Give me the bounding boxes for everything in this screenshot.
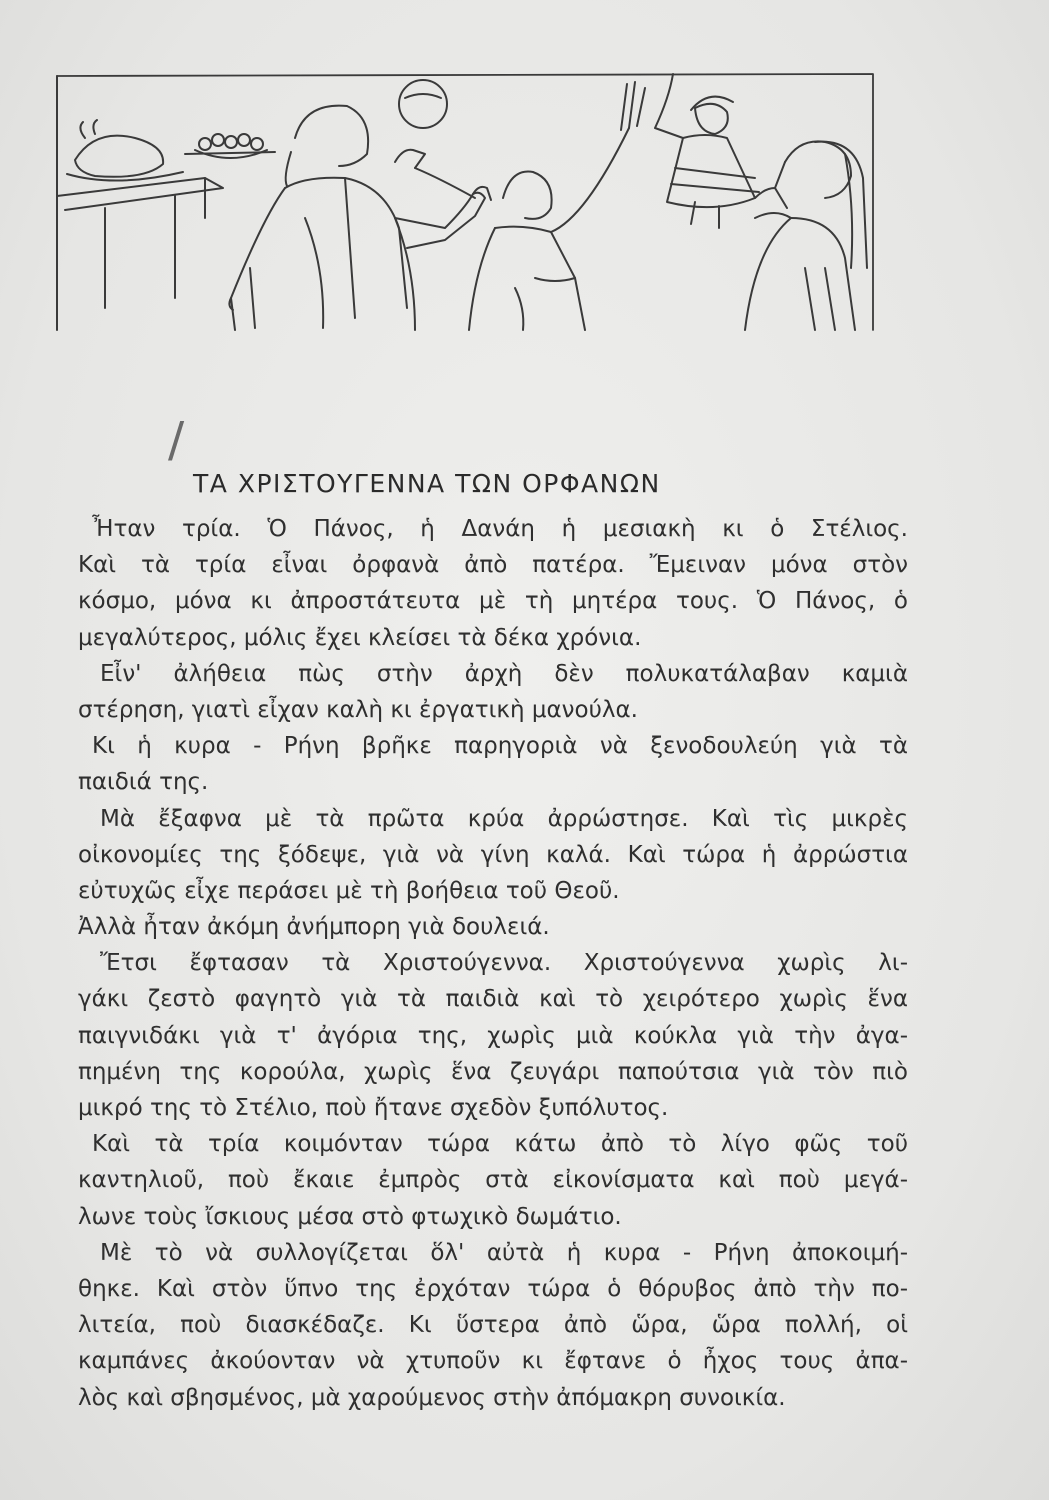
story-title: ΤΑ ΧΡΙΣΤΟΥΓΕΝΝΑ ΤΩΝ ΟΡΦΑΝΩΝ <box>193 468 661 498</box>
text-line: καμπάνες ἀκούονταν νὰ χτυποῦν κι ἔφτανε ὁ ἦχος τους ἀπα- <box>78 1348 908 1375</box>
text-line: μεγαλύτερος, μόλις ἔχει κλείσει τὰ δέκα χρόνια. <box>78 624 642 651</box>
text-line: στέρηση, γιατὶ εἶχαν καλὴ κι ἐργατικὴ μανούλα. <box>78 696 638 723</box>
text-line: Ἔτσι ἔφτασαν τὰ Χριστούγεννα. Χριστούγεννα χωρὶς λι- <box>100 950 908 977</box>
text-line: πημένη της κορούλα, χωρὶς ἕνα ζευγάρι παπούτσια γιὰ τὸν πιὸ <box>78 1058 908 1085</box>
text-line: καντηλιοῦ, ποὺ ἔκαιε ἐμπρὸς στὰ εἰκονίσματα καὶ ποὺ μεγά- <box>78 1167 908 1194</box>
text-line: Μὰ ἔξαφνα μὲ τὰ πρῶτα κρύα ἀρρώστησε. Καὶ τὶς μικρὲς <box>100 805 908 832</box>
text-line: γάκι ζεστὸ φαγητὸ γιὰ τὰ παιδιὰ καὶ τὸ χειρότερο χωρὶς ἕνα <box>78 986 908 1013</box>
text-line: οἰκονομίες της ξόδεψε, γιὰ νὰ γίνη καλά. Καὶ τώρα ἡ ἀρρώστια <box>78 841 908 868</box>
text-line: Καὶ τὰ τρία κοιμόνταν τώρα κάτω ἀπὸ τὸ λίγο φῶς τοῦ <box>92 1131 908 1158</box>
story-text <box>78 511 908 1416</box>
pencil-mark-icon: / <box>168 412 185 468</box>
text-line: Καὶ τὰ τρία εἶναι ὀρφανὰ ἀπὸ πατέρα. Ἔμειναν μόνα στὸν <box>78 552 908 579</box>
text-line: μικρό της τὸ Στέλιο, ποὺ ἤτανε σχεδὸν ξυπόλυτος. <box>78 1095 669 1121</box>
text-line: θηκε. Καὶ στὸν ὕπνο της ἐρχόταν τώρα ὁ θόρυβος ἀπὸ τὴν πο- <box>78 1275 908 1302</box>
text-line: Ἦταν τρία. Ὁ Πάνος, ἡ Δανάη ἡ μεσιακὴ κι ὁ Στέλιος. <box>92 516 908 542</box>
text-line: παιγνιδάκι γιὰ τ' ἀγόρια της, χωρὶς μιὰ κούκλα γιὰ τὴν ἀγα- <box>78 1022 908 1049</box>
text-line: λὸς καὶ σβησμένος, μὰ χαρούμενος στὴν ἀπόμακρη συνοικία. <box>78 1384 786 1411</box>
text-line: εὐτυχῶς εἶχε περάσει μὲ τὴ βοήθεια τοῦ Θεοῦ. <box>78 877 620 904</box>
text-line: κόσμο, μόνα κι ἀπροστάτευτα μὲ τὴ μητέρα τους. Ὁ Πάνος, ὁ <box>78 588 908 615</box>
text-line: λιτεία, ποὺ διασκέδαζε. Κι ὕστερα ἀπὸ ὥρα, ὥρα πολλή, οἱ <box>78 1312 908 1339</box>
text-line: Εἶν' ἀλήθεια πὼς στὴν ἀρχὴ δὲν πολυκατάλαβαν καμιὰ <box>100 660 908 687</box>
text-line: Μὲ τὸ νὰ συλλογίζεται ὅλ' αὐτὰ ἡ κυρα - Ρήνη ἀποκοιμή- <box>100 1239 908 1266</box>
text-line: Κι ἡ κυρα - Ρήνη βρῆκε παρηγοριὰ νὰ ξενοδουλεύη γιὰ τὰ <box>92 733 908 760</box>
text-line: Ἀλλὰ ἦταν ἀκόμη ἀνήμπορη γιὰ δουλειά. <box>78 914 550 941</box>
text-line: λωνε τοὺς ἴσκιους μέσα στὸ φτωχικὸ δωμάτιο. <box>78 1203 622 1230</box>
text-line: παιδιά της. <box>78 769 209 796</box>
christmas-illustration <box>55 68 875 338</box>
